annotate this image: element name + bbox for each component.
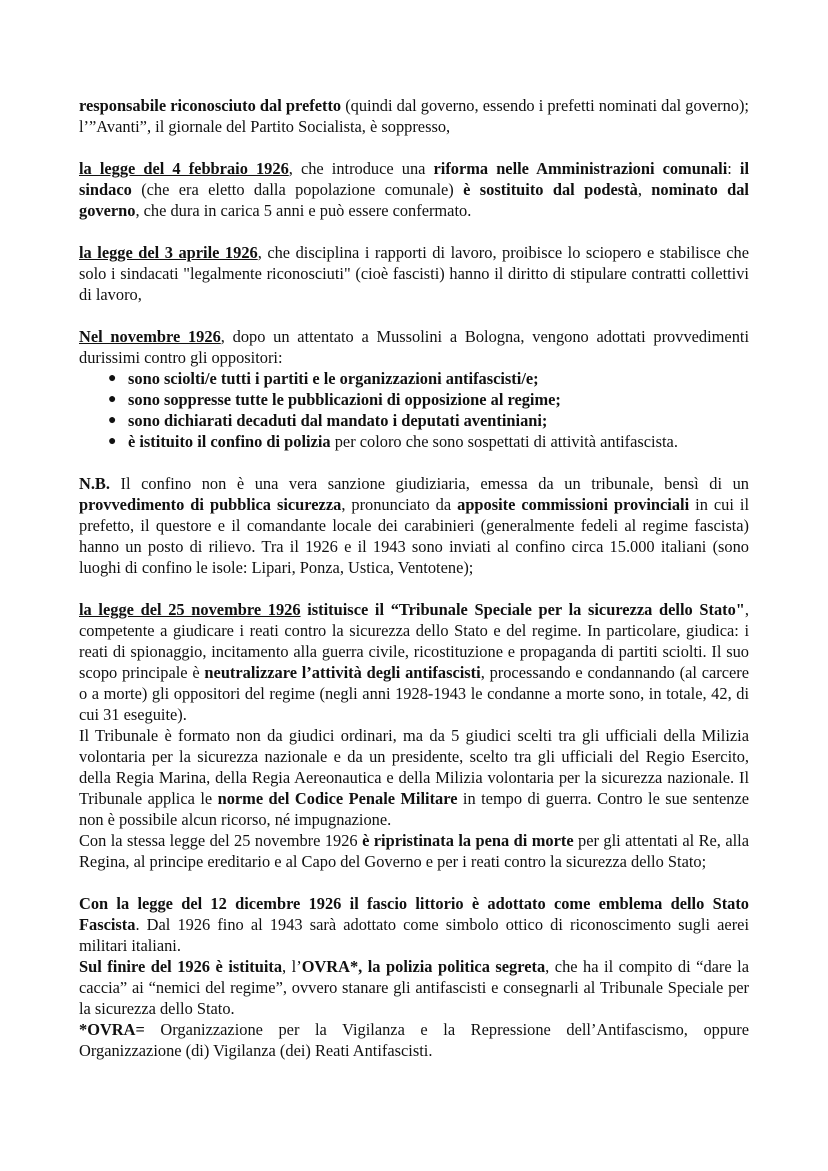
bullet-icon: ● — [108, 371, 117, 386]
text-bold: istituisce il “Tribunale Speciale per la sicurezza dello Stato" — [300, 600, 745, 619]
text: Con la stessa legge del 25 novembre 1926 — [79, 831, 363, 850]
text: , che disciplina i rapporti di lavoro, proibisce lo sciopero e stabilisce che solo i sindacati "legalmente riconosciuti" (cioè fascisti) hanno il diritto di stipulare contratti collettivi di lavoro, — [79, 243, 749, 304]
text: Organizzazione per la Vigilanza e la Repressione dell’Antifascismo, oppure Organizzazione (di) Vigilanza (dei) Reati Antifascisti. — [79, 1020, 749, 1060]
list-item — [108, 410, 749, 431]
text: , competente a giudicare i reati contro la sicurezza dello Stato e del regime. In particolare, giudica: i reati di spionaggio, incitamento alla guerra civile, ricostituzione e propaganda di partiti sciolti. Il suo scopo principale è — [79, 600, 749, 682]
text-bold: riforma nelle Amministrazioni comunali — [433, 159, 728, 178]
paragraph-law-3-april — [79, 242, 749, 305]
list-item — [108, 368, 749, 389]
text: , — [637, 180, 652, 199]
list-item — [108, 389, 749, 410]
list-item-text: sono dichiarati decaduti dal mandato i deputati aventiniani; — [128, 411, 548, 430]
text: . Dal 1926 fino al 1943 sarà adottato come simbolo ottico di riconoscimento sugli aerei militari italiani. — [79, 915, 749, 955]
law-heading: la legge del 25 novembre 1926 — [79, 600, 301, 619]
text: , dopo un attentato a Mussolini a Bologna, vengono adottati provvedimenti durissimi contro gli oppositori: — [79, 327, 749, 367]
law-heading: la legge del 4 febbraio 1926 — [79, 159, 289, 178]
bullet-icon: ● — [108, 434, 117, 449]
text-bold: responsabile riconosciuto dal prefetto — [79, 96, 342, 115]
paragraph-ovra-definition — [79, 1019, 749, 1061]
text: in cui il prefetto, il questore e il comandante locale dei carabinieri (generalmente fedeli al regime fascista) hanno un posto di rilievo. Tra il 1926 e il 1943 sono inviati al confino circa 15.000 italiani (sono luoghi di confino le isole: Lipari, Ponza, Ustica, Ventotene); — [79, 495, 749, 577]
text: , pronunciato da — [341, 495, 458, 514]
paragraph-ovra — [79, 956, 749, 1019]
paragraph-avanti — [79, 95, 749, 137]
paragraph-pena-di-morte — [79, 830, 749, 872]
text-bold: il sindaco — [79, 159, 749, 199]
text: Il confino non è una vera sanzione giudiziaria, emessa da un tribunale, bensì di un — [109, 474, 749, 493]
text: , processando e condannando (al carcere o a morte) gli oppositori del regime (negli anni 1928-1943 le condanne a morte sono, in totale, 42, di cui 31 eseguite). — [79, 663, 749, 724]
paragraph-fascio-littorio — [79, 893, 749, 956]
text-bold: nominato dal governo — [79, 180, 749, 220]
text-bold: è ripristinata la pena di morte — [362, 831, 574, 850]
text: , che ha il compito di “dare la caccia” ai “nemici del regime”, ovvero stanare gli antifascisti e consegnarli al Tribunale Speciale per la sicurezza dello Stato. — [79, 957, 749, 1018]
list-item-text: sono soppresse tutte le pubblicazioni di opposizione al regime; — [128, 390, 561, 409]
text: per gli attentati al Re, alla Regina, al principe ereditario e al Capo del Governo e per i reati contro la sicurezza dello Stato; — [79, 831, 749, 871]
text: (quindi dal governo, essendo i prefetti nominati dal governo); l’”Avanti”, il giornale del Partito Socialista, è soppresso, — [79, 96, 749, 136]
section-heading: Nel novembre 1926 — [79, 327, 221, 346]
text: , che introduce una — [288, 159, 434, 178]
paragraph-tribunale — [79, 725, 749, 830]
bullet-icon: ● — [108, 413, 117, 428]
paragraph-law-4-february — [79, 158, 749, 221]
text-bold: provvedimento di pubblica sicurezza — [79, 495, 342, 514]
text-bold: è sostituito dal podestà — [463, 180, 638, 199]
list-item — [108, 431, 749, 452]
text-bold: apposite commissioni provinciali — [457, 495, 690, 514]
paragraph-november-1926 — [79, 326, 749, 368]
document-page — [79, 95, 749, 1061]
law-heading: la legge del 3 aprile 1926 — [79, 243, 258, 262]
text: , che dura in carica 5 anni e può essere confermato. — [135, 201, 472, 220]
paragraph-nb-confino — [79, 473, 749, 578]
text: Il Tribunale è formato non da giudici ordinari, ma da 5 giudici scelti tra gli ufficiali della Milizia volontaria per la sicurezza nazionale e da un presidente, scelto tra gli ufficiali del Regio Esercito, della Regia Marina, della Regia Aereonautica e della Milizia volontaria per la sicurezza nazionale. Il Tribunale applica le — [79, 726, 749, 808]
text: : — [727, 159, 740, 178]
list-item-text: per coloro che sono sospettati di attività antifascista. — [330, 432, 678, 451]
measures-list — [79, 368, 749, 452]
text: (che era eletto dalla popolazione comunale) — [131, 180, 464, 199]
text-bold: Sul finire del 1926 è istituita — [79, 957, 283, 976]
note-label: N.B. — [79, 474, 110, 493]
bullet-icon: ● — [108, 392, 117, 407]
text: in tempo di guerra. Contro le sue sentenze non è possibile alcun ricorso, né impugnazione. — [79, 789, 749, 829]
list-item-text: sono sciolti/e tutti i partiti e le organizzazioni antifascisti/e; — [128, 369, 539, 388]
list-item-text-bold: è istituito il confino di polizia — [128, 432, 331, 451]
text: , l’ — [282, 957, 302, 976]
footnote-label: *OVRA= — [79, 1020, 145, 1039]
text-bold: Con la legge del 12 dicembre 1926 il fascio littorio è adottato come emblema dello Stato Fascista — [79, 894, 749, 934]
text-bold: norme del Codice Penale Militare — [217, 789, 458, 808]
text-bold: OVRA*, la polizia politica segreta — [301, 957, 546, 976]
text-bold: neutralizzare l’attività degli antifascisti — [204, 663, 481, 682]
paragraph-law-25-november — [79, 599, 749, 725]
